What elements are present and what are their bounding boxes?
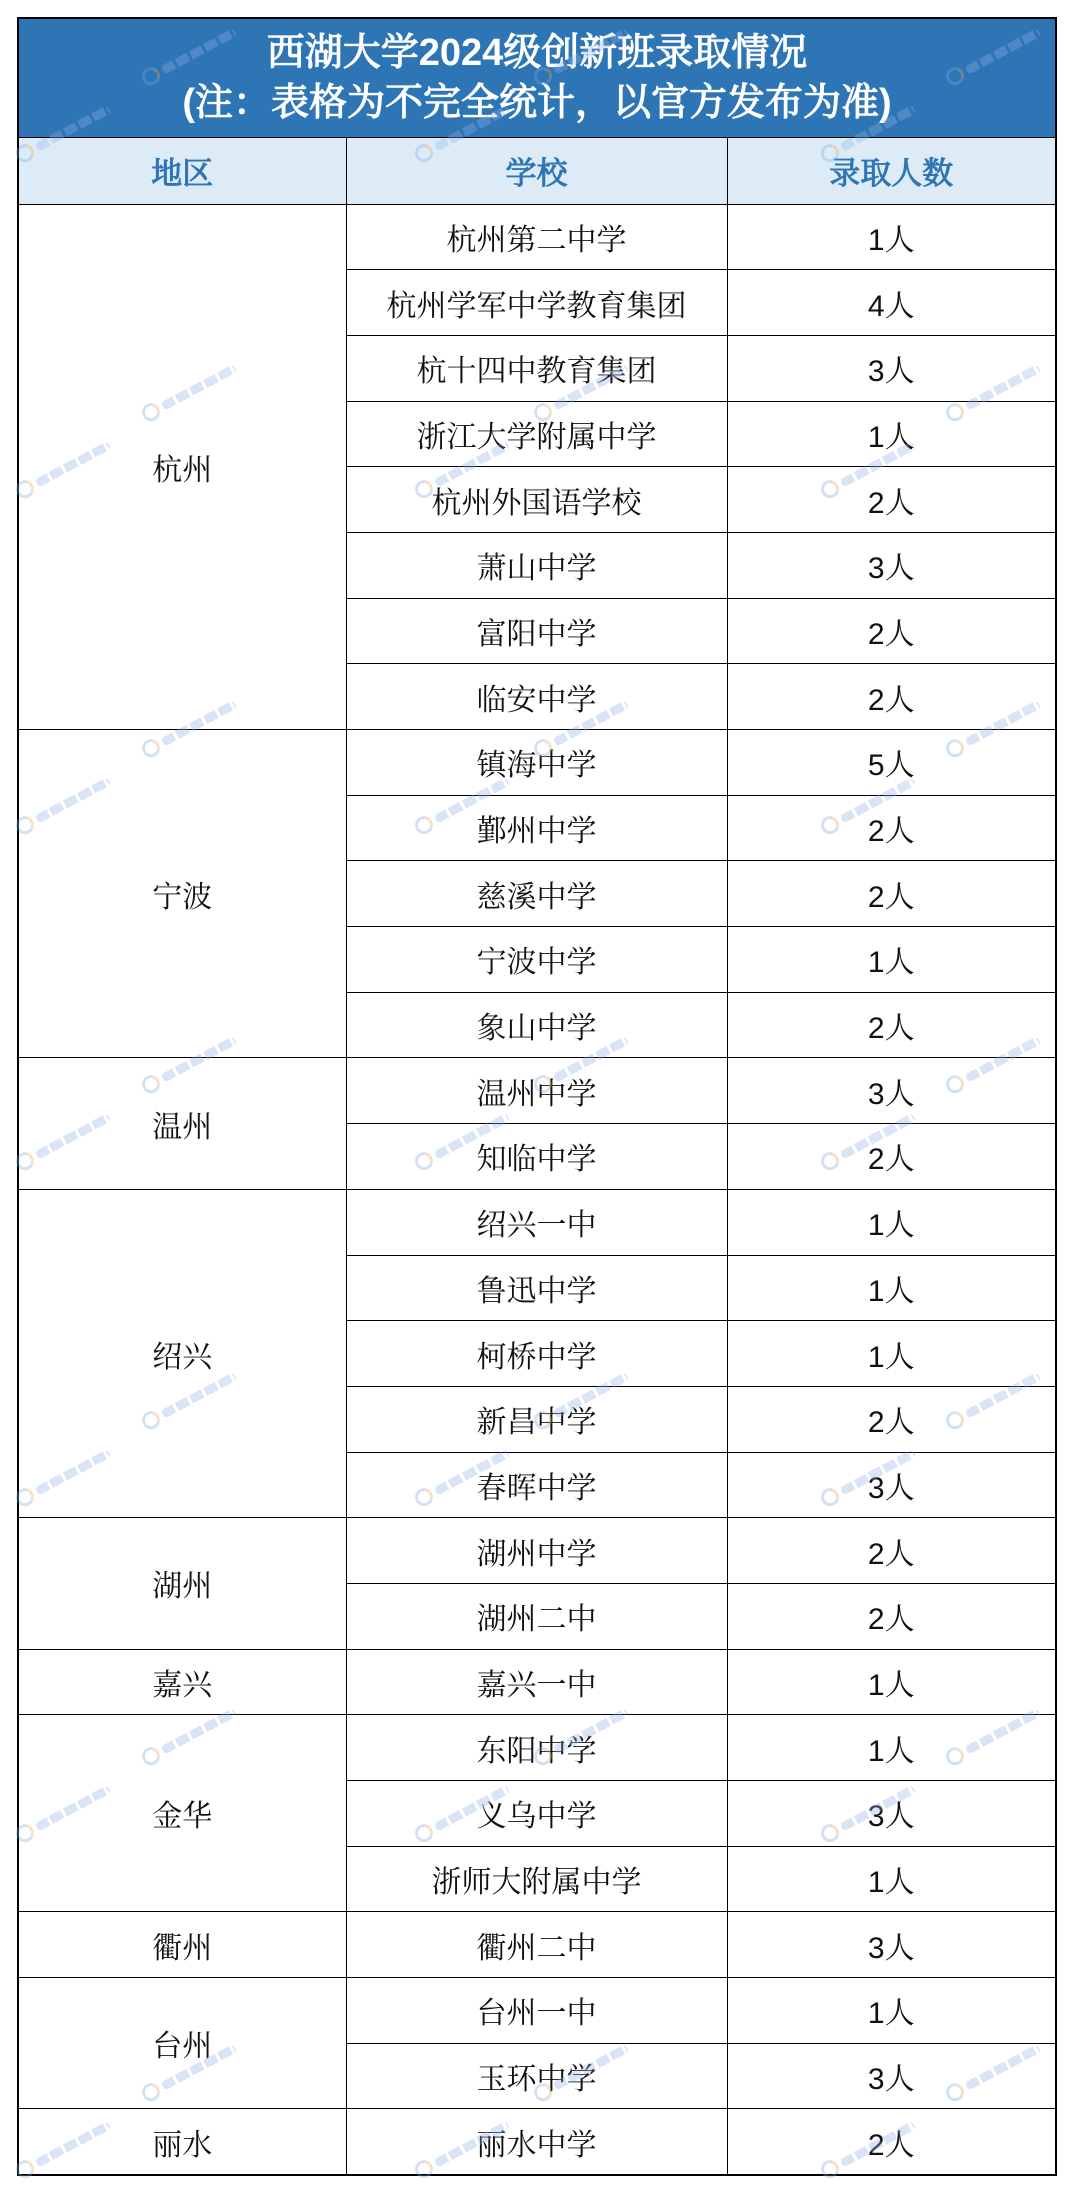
column-header-count: 录取人数	[727, 137, 1056, 204]
count-cell: 1人	[727, 401, 1056, 467]
table-row	[18, 1058, 1056, 1124]
region-cell: 湖州	[18, 1518, 346, 1649]
count-cell: 2人	[727, 1518, 1056, 1584]
school-cell: 镇海中学	[346, 730, 727, 796]
school-cell: 新昌中学	[346, 1386, 727, 1452]
school-cell: 知临中学	[346, 1124, 727, 1190]
table-row	[18, 204, 1056, 270]
school-cell: 杭州学军中学教育集团	[346, 270, 727, 336]
count-cell: 2人	[727, 1386, 1056, 1452]
school-cell: 丽水中学	[346, 2109, 727, 2175]
table-row	[18, 730, 1056, 796]
table-row	[18, 1978, 1056, 2044]
table-title: 西湖大学2024级创新班录取情况	[266, 31, 808, 74]
school-cell: 温州中学	[346, 1058, 727, 1124]
count-cell: 1人	[727, 1189, 1056, 1255]
table-title-cell	[18, 18, 1056, 137]
column-header-school: 学校	[346, 137, 727, 204]
count-cell: 1人	[727, 1978, 1056, 2044]
count-cell: 2人	[727, 861, 1056, 927]
count-cell: 3人	[727, 1912, 1056, 1978]
school-cell: 玉环中学	[346, 2043, 727, 2109]
school-cell: 湖州二中	[346, 1583, 727, 1649]
school-cell: 浙师大附属中学	[346, 1846, 727, 1912]
count-cell: 3人	[727, 532, 1056, 598]
region-cell: 嘉兴	[18, 1649, 346, 1715]
count-cell: 4人	[727, 270, 1056, 336]
count-cell: 1人	[727, 204, 1056, 270]
region-cell: 宁波	[18, 730, 346, 1058]
school-cell: 东阳中学	[346, 1715, 727, 1781]
school-cell: 象山中学	[346, 992, 727, 1058]
school-cell: 绍兴一中	[346, 1189, 727, 1255]
school-cell: 宁波中学	[346, 927, 727, 993]
table-note: (注：表格为不完全统计，以官方发布为准)	[182, 81, 892, 124]
header-row	[18, 137, 1056, 204]
table-row	[18, 1518, 1056, 1584]
count-cell: 2人	[727, 598, 1056, 664]
school-cell: 柯桥中学	[346, 1321, 727, 1387]
admission-table	[17, 17, 1057, 2176]
school-cell: 临安中学	[346, 664, 727, 730]
school-cell: 嘉兴一中	[346, 1649, 727, 1715]
count-cell: 1人	[727, 1715, 1056, 1781]
count-cell: 1人	[727, 1649, 1056, 1715]
region-cell: 杭州	[18, 204, 346, 730]
school-cell: 杭州第二中学	[346, 204, 727, 270]
table-row	[18, 1912, 1056, 1978]
school-cell: 台州一中	[346, 1978, 727, 2044]
count-cell: 3人	[727, 2043, 1056, 2109]
region-cell: 衢州	[18, 1912, 346, 1978]
count-cell: 1人	[727, 927, 1056, 993]
count-cell: 1人	[727, 1321, 1056, 1387]
school-cell: 浙江大学附属中学	[346, 401, 727, 467]
column-header-region: 地区	[18, 137, 346, 204]
title-row	[18, 18, 1056, 137]
school-cell: 衢州二中	[346, 1912, 727, 1978]
count-cell: 2人	[727, 1583, 1056, 1649]
school-cell: 义乌中学	[346, 1781, 727, 1847]
school-cell: 春晖中学	[346, 1452, 727, 1518]
school-cell: 慈溪中学	[346, 861, 727, 927]
admission-table-sheet	[17, 17, 1055, 2176]
school-cell: 鲁迅中学	[346, 1255, 727, 1321]
school-cell: 湖州中学	[346, 1518, 727, 1584]
count-cell: 2人	[727, 1124, 1056, 1190]
count-cell: 2人	[727, 2109, 1056, 2175]
count-cell: 1人	[727, 1846, 1056, 1912]
table-row	[18, 1649, 1056, 1715]
school-cell: 杭十四中教育集团	[346, 335, 727, 401]
count-cell: 2人	[727, 992, 1056, 1058]
count-cell: 3人	[727, 1058, 1056, 1124]
school-cell: 萧山中学	[346, 532, 727, 598]
table-row	[18, 2109, 1056, 2175]
table-row	[18, 1189, 1056, 1255]
region-cell: 金华	[18, 1715, 346, 1912]
school-cell: 鄞州中学	[346, 795, 727, 861]
count-cell: 3人	[727, 1452, 1056, 1518]
count-cell: 2人	[727, 664, 1056, 730]
count-cell: 3人	[727, 1781, 1056, 1847]
count-cell: 1人	[727, 1255, 1056, 1321]
count-cell: 3人	[727, 335, 1056, 401]
count-cell: 2人	[727, 795, 1056, 861]
school-cell: 杭州外国语学校	[346, 467, 727, 533]
region-cell: 台州	[18, 1978, 346, 2109]
region-cell: 温州	[18, 1058, 346, 1189]
region-cell: 丽水	[18, 2109, 346, 2175]
table-row	[18, 1715, 1056, 1781]
school-cell: 富阳中学	[346, 598, 727, 664]
count-cell: 2人	[727, 467, 1056, 533]
count-cell: 5人	[727, 730, 1056, 796]
region-cell: 绍兴	[18, 1189, 346, 1517]
